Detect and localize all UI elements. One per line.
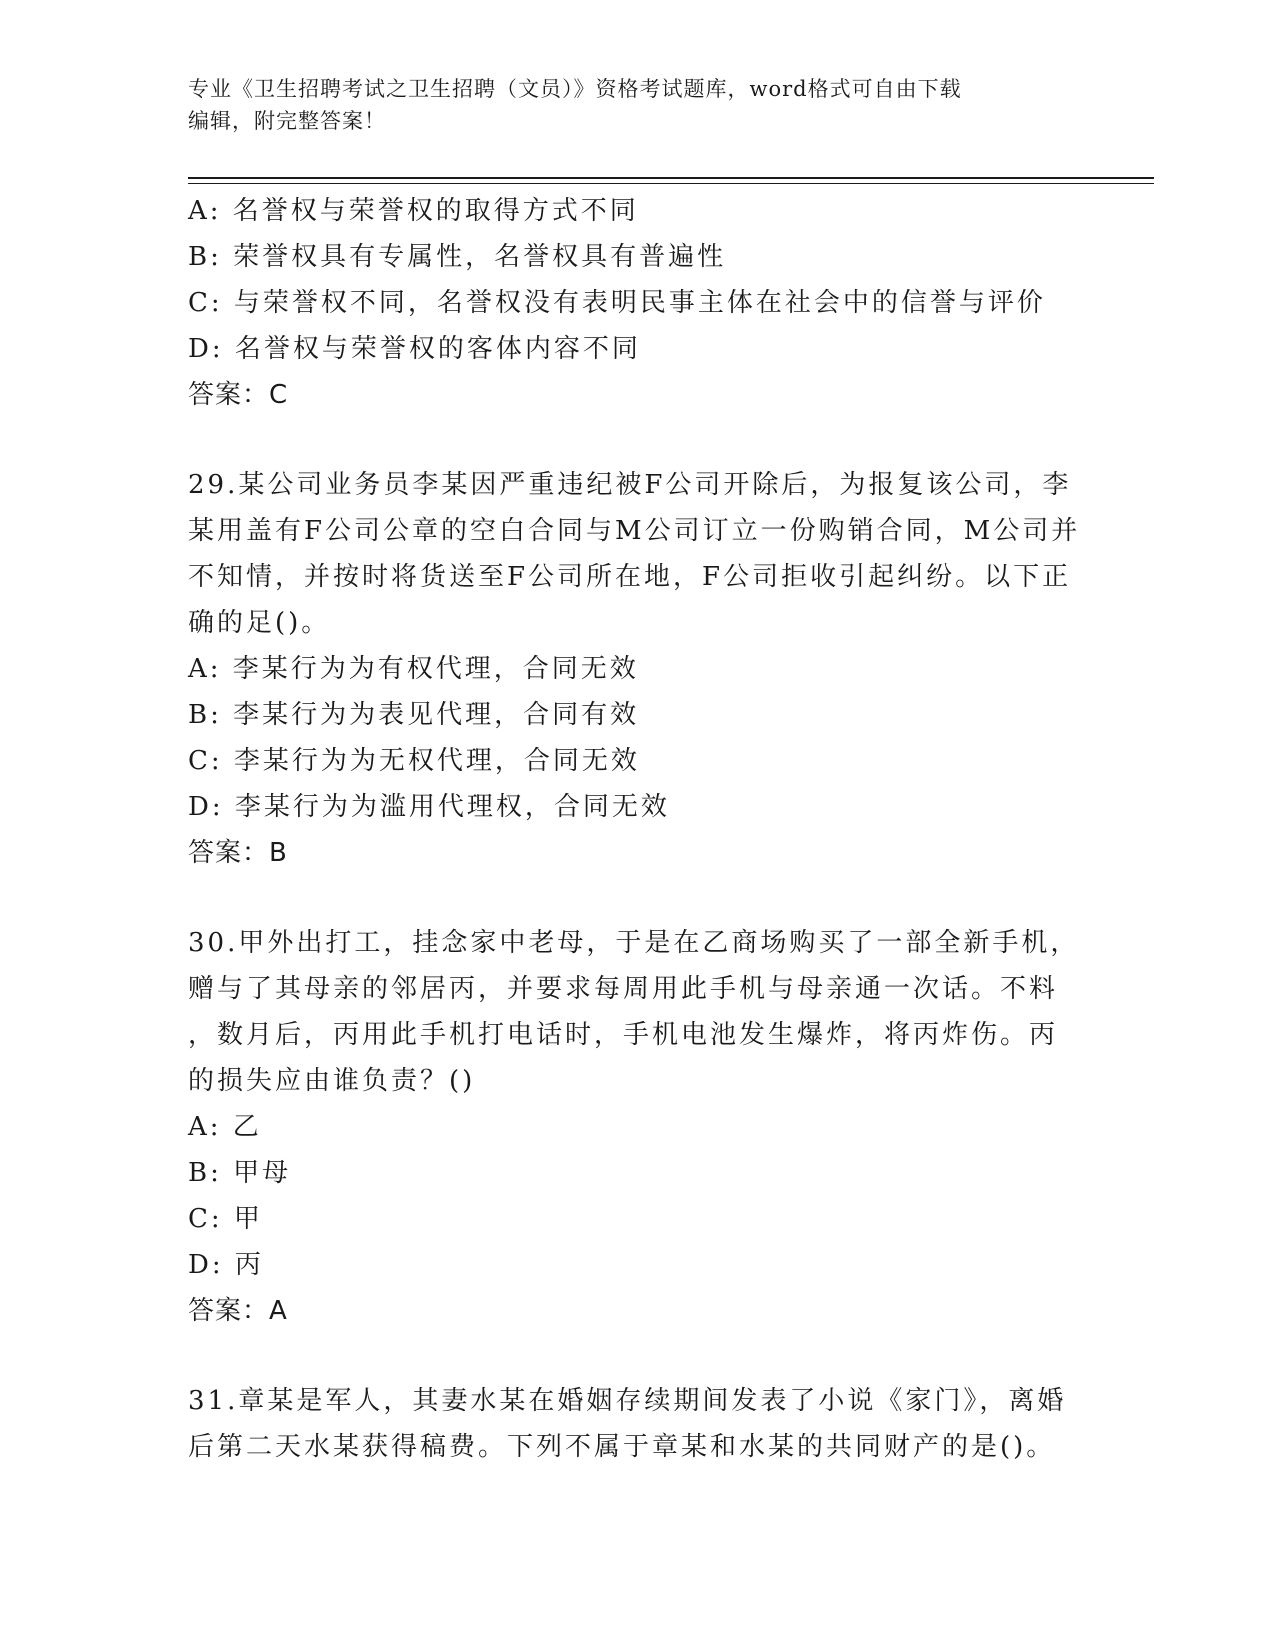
header-divider-thin xyxy=(188,183,1154,184)
option-c: C: 与荣誉权不同，名誉权没有表明民事主体在社会中的信誉与评价 xyxy=(188,288,1046,318)
option-c: C: 李某行为为无权代理，合同无效 xyxy=(188,746,640,776)
answer: 答案：B xyxy=(188,838,288,868)
question-stem-line: 赠与了其母亲的邻居丙，并要求每周用此手机与母亲通一次话。不料 xyxy=(188,974,1059,1004)
question-stem-line: 后第二天水某获得稿费。下列不属于章某和水某的共同财产的是()。 xyxy=(188,1432,1056,1462)
document-header xyxy=(188,73,1068,137)
option-b: B: 李某行为为表见代理，合同有效 xyxy=(188,700,640,730)
question-30 xyxy=(188,920,1088,1334)
option-d: D: 李某行为为滥用代理权，合同无效 xyxy=(188,792,670,822)
question-stem-line: 的损失应由谁负责？() xyxy=(188,1066,476,1096)
question-stem-line: ，数月后，丙用此手机打电话时，手机电池发生爆炸，将丙炸伤。丙 xyxy=(188,1020,1059,1050)
answer: 答案：C xyxy=(188,380,289,410)
header-line-1: 专业《卫生招聘考试之卫生招聘（文员）》资格考试题库，word格式可自由下载 xyxy=(188,77,962,101)
question-stem-line: 29.某公司业务员李某因严重违纪被F公司开除后，为报复该公司，李 xyxy=(188,470,1072,500)
header-line-2: 编辑，附完整答案！ xyxy=(188,109,386,133)
option-b: B: 甲母 xyxy=(188,1158,292,1188)
question-stem-line: 某用盖有F公司公章的空白合同与M公司订立一份购销合同，M公司并 xyxy=(188,516,1081,546)
question-stem-line: 确的足()。 xyxy=(188,608,331,638)
option-a: A: 李某行为为有权代理，合同无效 xyxy=(188,654,639,684)
question-29 xyxy=(188,462,1088,876)
question-content xyxy=(188,188,1088,1470)
option-a: A: 乙 xyxy=(188,1112,262,1142)
question-28 xyxy=(188,188,1088,418)
option-d: D: 丙 xyxy=(188,1250,264,1280)
header-divider-thick xyxy=(188,177,1154,179)
option-a: A: 名誉权与荣誉权的取得方式不同 xyxy=(188,196,639,226)
question-stem-line: 30.甲外出打工，挂念家中老母，于是在乙商场购买了一部全新手机， xyxy=(188,928,1080,958)
question-stem-line: 不知情，并按时将货送至F公司所在地，F公司拒收引起纠纷。以下正 xyxy=(188,562,1072,592)
option-b: B: 荣誉权具有专属性，名誉权具有普遍性 xyxy=(188,242,727,272)
answer: 答案：A xyxy=(188,1296,288,1326)
question-31 xyxy=(188,1378,1088,1470)
option-d: D: 名誉权与荣誉权的客体内容不同 xyxy=(188,334,641,364)
question-stem-line: 31.章某是军人，其妻水某在婚姻存续期间发表了小说《家门》，离婚 xyxy=(188,1386,1067,1416)
option-c: C: 甲 xyxy=(188,1204,263,1234)
